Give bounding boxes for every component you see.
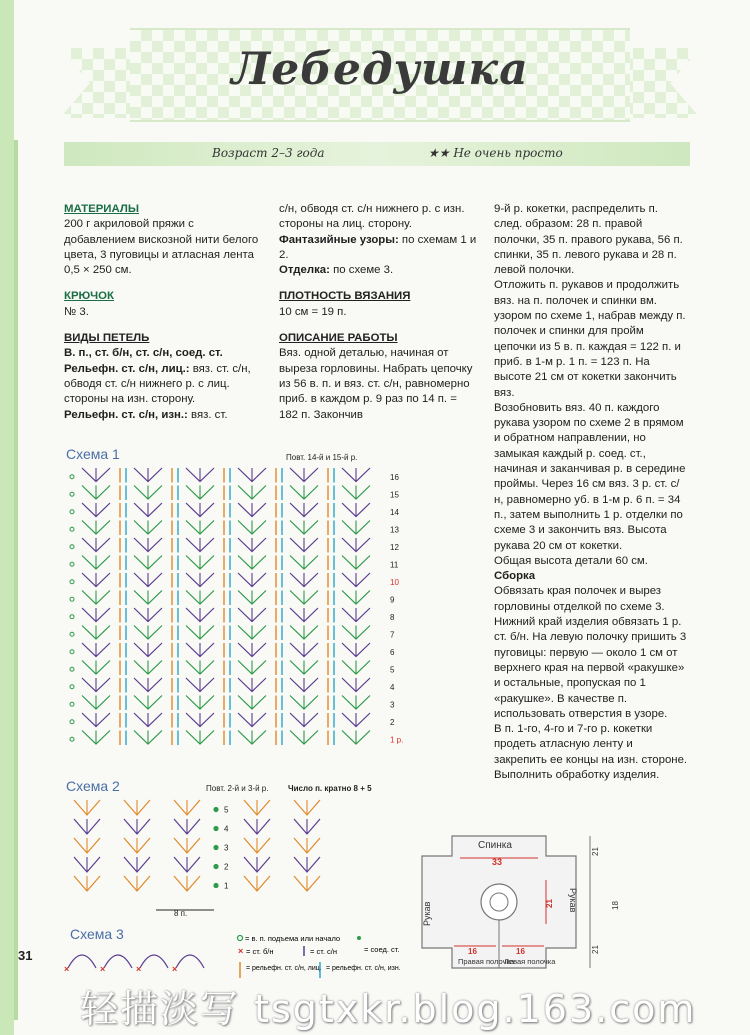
text-column-1 bbox=[64, 202, 262, 423]
relief-back-desc bbox=[64, 408, 262, 423]
edging-sc-mark: × bbox=[100, 964, 106, 974]
chain-stitch bbox=[70, 737, 74, 741]
relief-back-continued: с/н, обводя ст. с/н нижнего р. с изн. стороны на лиц. сторону. bbox=[279, 203, 465, 231]
scheme-3-title: Схема 3 bbox=[70, 926, 124, 942]
chain-stitch bbox=[70, 667, 74, 671]
instructions-p4: Общая высота детали 60 см. bbox=[494, 554, 648, 567]
height-mid: 18 bbox=[611, 901, 620, 910]
scheme-2-repeat-label: Повт. 2-й и 3-й р. bbox=[206, 784, 269, 793]
chain-stitch bbox=[70, 685, 74, 689]
row-number-label: 14 bbox=[390, 507, 399, 517]
edging-shell bbox=[176, 955, 204, 968]
row-number-label: 5 bbox=[224, 805, 229, 815]
relief-front-text: вяз. ст. с/н, обводя ст. с/н нижнего р. с лиц. стороны на изн. сторону. bbox=[64, 362, 251, 406]
difficulty-label: ★★ Не очень просто bbox=[428, 146, 563, 160]
front-right-width: 16 bbox=[468, 947, 477, 956]
row-number-label: 5 bbox=[390, 665, 395, 675]
row-number-label: 6 bbox=[390, 647, 395, 657]
patterns-label: Фантазийные узоры: bbox=[279, 233, 399, 246]
chain-stitch bbox=[70, 720, 74, 724]
text-column-3 bbox=[494, 202, 688, 783]
watermark: 轻描淡写 tsgtxkr.blog.163.com bbox=[80, 987, 697, 1031]
instructions-p2: Отложить п. рукавов и продолжить вяз. на п. полочек и спинки вм. узором по схеме 1, набрав между п. полочек и спинки для пройм цепочки из 5 в. п. каждая = 122 п. и приб. в 1-м р. 1 п. = 123 п. На высоте 21 см от кокетки закончить вяз. bbox=[494, 279, 686, 399]
left-decor-strip bbox=[0, 0, 14, 1035]
slip-stitch bbox=[213, 864, 218, 869]
density-heading: ПЛОТНОСТЬ ВЯЗАНИЯ bbox=[279, 290, 411, 303]
row-number-label: 3 bbox=[224, 843, 229, 853]
chain-symbol-icon bbox=[238, 936, 243, 941]
edging-shell bbox=[140, 955, 168, 968]
row-number-label: 13 bbox=[390, 525, 399, 535]
legend-chain: = в. п. подъема или начало bbox=[245, 934, 341, 943]
assembly-heading: Сборка bbox=[494, 570, 536, 583]
materials-text: 200 г акриловой пряжи с добавлением вискозной нити белого цвета, 3 пуговицы и атласная лента 0,5 × 250 см. bbox=[64, 218, 259, 277]
chain-stitch bbox=[70, 545, 74, 549]
row-number-label: 15 bbox=[390, 490, 399, 500]
height-bottom: 21 bbox=[591, 945, 600, 954]
patterns-desc bbox=[279, 233, 477, 264]
row-number-label: 1 р. bbox=[390, 735, 404, 745]
row-number-label: 4 bbox=[224, 824, 229, 834]
row-number-label: 3 bbox=[390, 700, 395, 710]
row-number-label: 2 bbox=[224, 862, 229, 872]
chain-stitch bbox=[70, 580, 74, 584]
relief-back-label: Рельефн. ст. с/н, изн.: bbox=[64, 408, 188, 421]
edging-sc-mark: × bbox=[172, 964, 178, 974]
materials-heading: МАТЕРИАЛЫ bbox=[64, 203, 139, 215]
scheme-2-multiple-label: Число п. кратно 8 + 5 bbox=[288, 784, 372, 793]
row-number-label: 12 bbox=[390, 542, 399, 552]
chain-stitch bbox=[70, 527, 74, 531]
edging-shell bbox=[104, 955, 132, 968]
sleeve-left-label: Рукав bbox=[422, 901, 432, 926]
front-right-label: Правая полочка bbox=[458, 957, 515, 966]
scheme-1-chart bbox=[64, 462, 404, 762]
relief-front-label: Рельефн. ст. с/н, лиц.: bbox=[64, 362, 190, 375]
density-text: 10 см = 19 п. bbox=[279, 305, 347, 318]
instructions-p3: Возобновить вяз. 40 п. каждого рукава узором по схеме 2 в прямом и обратном направлении, но замыкая каждый р. соед. ст., начиная и заканчивая р. в середине проймы. Через 16 см вяз. 3 р. ст. с/н, равномерно уб. в 1-м р. 6 п. = 34 п., затем выполнить 1 р. отделки по схеме 3 и закончить вяз. Высота рукава 20 см от кокетки. bbox=[494, 401, 686, 552]
legend-relief-front: = рельефн. ст. с/н, лиц. bbox=[246, 965, 322, 972]
instructions-p5: Обвязать края полочек и вырез горловины отделкой по схеме 3. Нижний край изделия обвязать 1 р. ст. б/н. На левую полочку пришить 3 пуговицы: первую — около 1 см от верхнего края на первой «ракушке» и остальные, пропуская по 1 «ракушке». В качестве п. использовать отверстия в узоре. bbox=[494, 585, 687, 720]
patterns-text: по схемам 1 и 2. bbox=[279, 233, 477, 261]
chain-stitch bbox=[70, 650, 74, 654]
legend-relief-back: = рельефн. ст. с/н, изн. bbox=[326, 965, 401, 972]
legend-sc: = ст. б/н bbox=[246, 947, 274, 956]
sc-symbol-icon: × bbox=[238, 946, 244, 956]
chain-stitch bbox=[70, 492, 74, 496]
scheme-1-title: Схема 1 bbox=[66, 446, 120, 462]
relief-back-text: вяз. ст. bbox=[187, 408, 228, 421]
row-number-label: 11 bbox=[390, 560, 399, 570]
edging-shell bbox=[68, 955, 96, 968]
page-title: Лебедушка bbox=[231, 44, 529, 95]
text-column-2 bbox=[279, 202, 477, 423]
repeat-width-label: 8 п. bbox=[174, 909, 188, 918]
relief-front-desc bbox=[64, 362, 262, 408]
work-text: Вяз. одной деталью, начиная от выреза горловины. Набрать цепочку из 56 в. п. и вяз. ст. с/н, равномерно приб. в каждом р. 9 раз по 14 п. = 182 п. Закончив bbox=[279, 347, 473, 421]
row-number-label: 2 bbox=[390, 717, 395, 727]
edging-sc-mark: × bbox=[64, 964, 70, 974]
slip-stitch bbox=[213, 883, 218, 888]
stitches-list: В. п., ст. б/н, ст. с/н, соед. ст. bbox=[64, 347, 223, 360]
neckline-inner bbox=[490, 893, 508, 911]
work-heading: ОПИСАНИЕ РАБОТЫ bbox=[279, 332, 398, 345]
row-number-label: 9 bbox=[390, 595, 395, 605]
slip-stitch bbox=[213, 807, 218, 812]
chain-stitch bbox=[70, 597, 74, 601]
page-number: 31 bbox=[18, 948, 33, 963]
edging-text: по схеме 3. bbox=[329, 264, 394, 277]
garment-diagram bbox=[418, 828, 626, 986]
row-number-label: 7 bbox=[390, 630, 395, 640]
back-label: Спинка bbox=[478, 840, 512, 851]
scheme-2-chart bbox=[64, 796, 384, 918]
slip-symbol-icon bbox=[357, 936, 361, 940]
stitches-heading: ВИДЫ ПЕТЕЛЬ bbox=[64, 332, 150, 345]
row-number-label: 4 bbox=[390, 682, 395, 692]
edging-desc bbox=[279, 263, 477, 278]
info-bar bbox=[64, 142, 690, 166]
edging-sc-mark: × bbox=[136, 964, 142, 974]
yoke-height: 21 bbox=[545, 899, 554, 908]
legend-dc: = ст. с/н bbox=[310, 947, 337, 956]
left-decor-strip-inner bbox=[14, 140, 18, 1020]
edging-label: Отделка: bbox=[279, 264, 330, 277]
scheme-3-chart bbox=[60, 942, 230, 974]
back-width: 33 bbox=[492, 857, 503, 867]
chain-stitch bbox=[70, 510, 74, 514]
row-number-label: 16 bbox=[390, 472, 399, 482]
row-number-label: 8 bbox=[390, 612, 395, 622]
title-banner bbox=[60, 18, 700, 130]
slip-stitch bbox=[213, 845, 218, 850]
chain-stitch bbox=[70, 632, 74, 636]
chain-stitch bbox=[70, 615, 74, 619]
sleeve-right-label: Рукав bbox=[568, 888, 578, 913]
chain-stitch bbox=[70, 562, 74, 566]
front-left-width: 16 bbox=[516, 947, 525, 956]
front-left-label: Левая полочка bbox=[504, 957, 556, 966]
scheme-1-repeat-label: Повт. 14-й и 15-й р. bbox=[286, 453, 358, 462]
chain-stitch bbox=[70, 475, 74, 479]
instructions-p6: В п. 1-го, 4-го и 7-го р. кокетки продеть атласную ленту и закрепить ее концы на изн. стороне. Выполнить обработку изделия. bbox=[494, 723, 688, 781]
hook-text: № 3. bbox=[64, 305, 89, 318]
scheme-2-title: Схема 2 bbox=[66, 778, 120, 794]
legend-slip: = соед. ст. bbox=[364, 945, 400, 954]
height-top: 21 bbox=[591, 847, 600, 856]
age-label: Возраст 2–3 года bbox=[212, 146, 325, 160]
hook-heading: КРЮЧОК bbox=[64, 290, 114, 303]
slip-stitch bbox=[213, 826, 218, 831]
row-number-label: 1 bbox=[224, 881, 229, 891]
chain-stitch bbox=[70, 702, 74, 706]
instructions-p1: 9-й р. кокетки, распределить п. след. образом: 28 п. правой полочки, 35 п. правого рукава, 56 п. спинки, 35 п. левого рукава и 28 п. левой полочки. bbox=[494, 203, 683, 277]
row-number-label: 10 bbox=[390, 577, 399, 587]
